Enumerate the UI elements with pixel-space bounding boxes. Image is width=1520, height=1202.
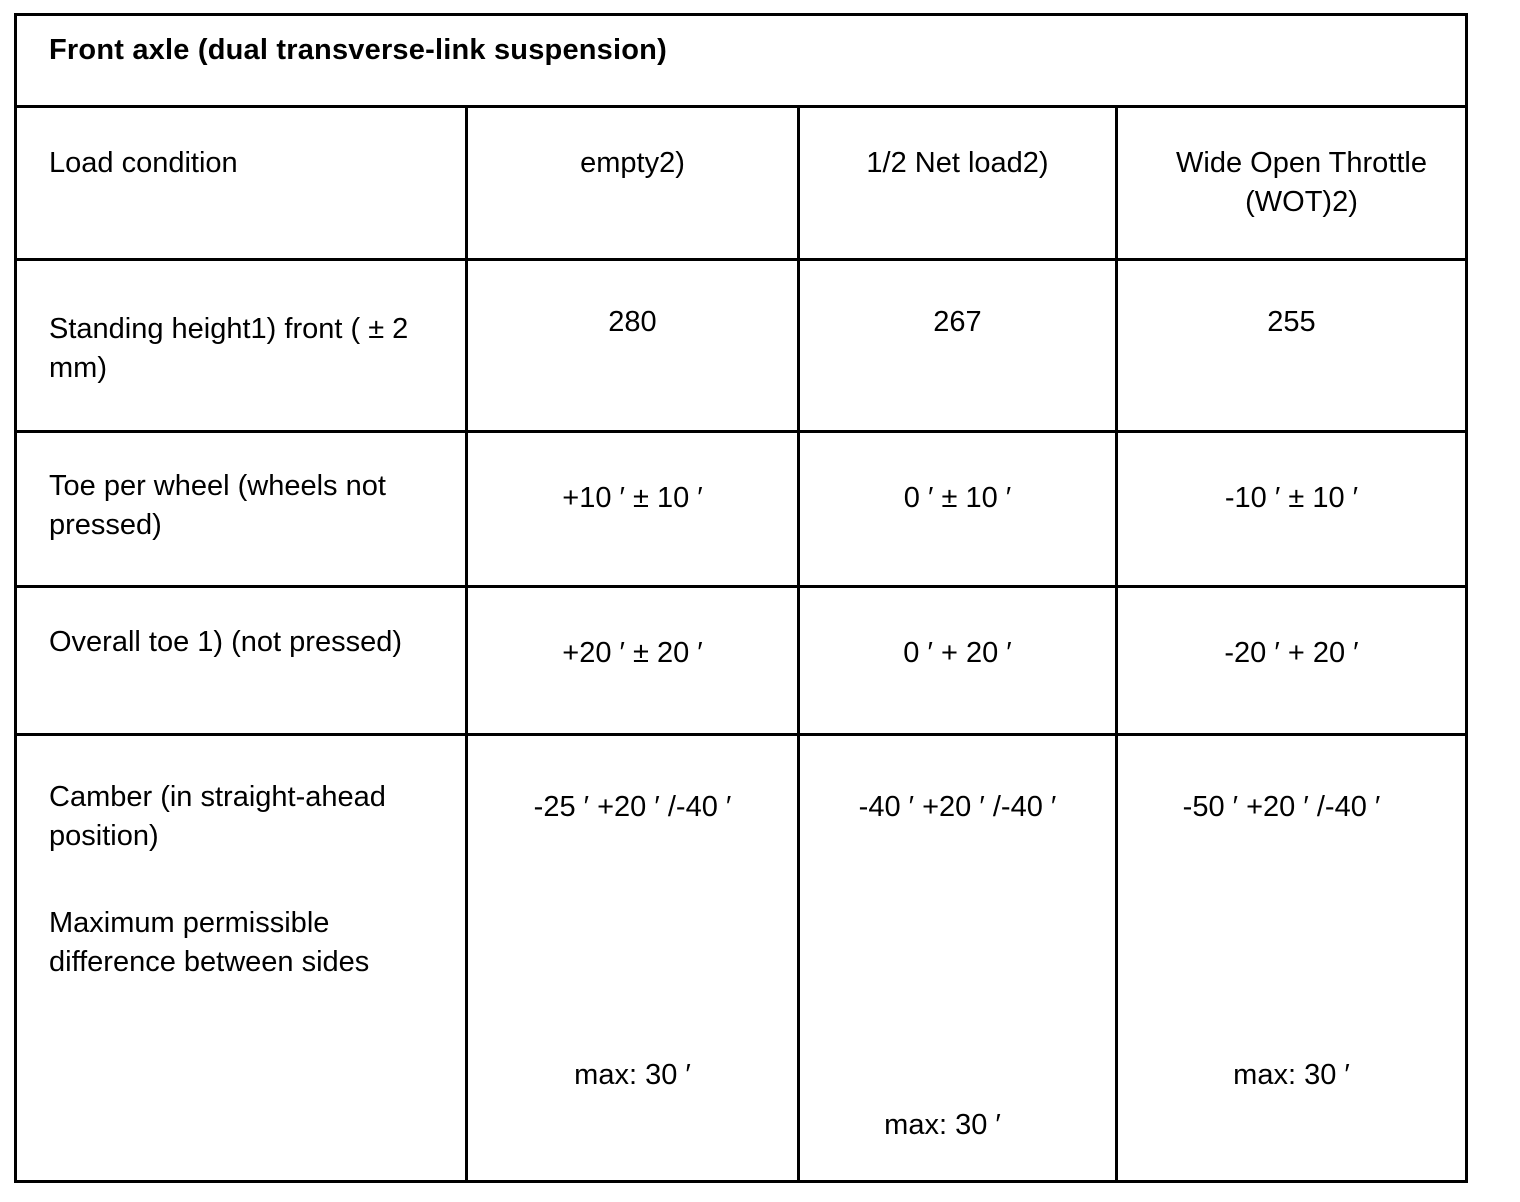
overall-toe-empty: +20 ′ ± 20 ′: [562, 637, 703, 669]
standing-height-label: Standing height1) front ( ± 2 mm): [49, 313, 409, 384]
header-label-cell: [17, 108, 465, 258]
max-difference-label: Maximum permissible difference between sides: [49, 907, 370, 978]
load-condition-label: Load condition: [49, 147, 238, 179]
value-cell: [465, 736, 797, 1180]
header-wot-cell: [1115, 108, 1465, 258]
toe-per-wheel-wot: -10 ′ ± 10 ′: [1224, 482, 1359, 514]
overall-toe-wot: -20 ′ + 20 ′: [1224, 637, 1359, 669]
camber-half-load: -40 ′ +20 ′ /-40 ′: [858, 791, 1057, 823]
table-title: Front axle (dual transverse-link suspension): [49, 34, 667, 66]
camber-wot: -50 ′ +20 ′ /-40 ′: [1182, 791, 1381, 823]
row-label-cell: [17, 261, 465, 430]
toe-per-wheel-empty: +10 ′ ± 10 ′: [562, 482, 703, 514]
row-label-cell: [17, 433, 465, 585]
row-label-cell: [17, 588, 465, 733]
toe-per-wheel-half-load: 0 ′ ± 10 ′: [903, 482, 1012, 514]
value-cell: [1115, 736, 1465, 1180]
value-cell: [797, 433, 1115, 585]
value-cell: [465, 588, 797, 733]
value-cell: [1115, 588, 1465, 733]
max-diff-empty: max: 30 ′: [574, 1059, 691, 1091]
header-empty-cell: [465, 108, 797, 258]
header-wide-open-throttle: Wide Open Throttle (WOT)2): [1176, 147, 1427, 218]
overall-toe-half-load: 0 ′ + 20 ′: [903, 637, 1012, 669]
value-cell: [1115, 433, 1465, 585]
row-label-cell: [17, 736, 465, 1180]
value-cell: [797, 261, 1115, 430]
front-axle-spec-table: [14, 13, 1468, 1183]
header-half-load-cell: [797, 108, 1115, 258]
value-cell: [1115, 261, 1465, 430]
max-diff-wot: max: 30 ′: [1233, 1059, 1350, 1091]
value-cell: [465, 261, 797, 430]
value-cell: [797, 588, 1115, 733]
table-row: [17, 588, 1465, 736]
table-title-row: [17, 16, 1465, 108]
standing-height-empty: 280: [608, 306, 657, 338]
standing-height-wot: 255: [1267, 306, 1316, 338]
table-row: [17, 736, 1465, 1180]
max-diff-half-load: max: 30 ′: [884, 1109, 1001, 1141]
value-cell: [465, 433, 797, 585]
header-half-net-load: 1/2 Net load2): [866, 147, 1049, 179]
header-row: [17, 108, 1465, 261]
overall-toe-label: Overall toe 1) (not pressed): [49, 626, 402, 658]
value-cell: [797, 736, 1115, 1180]
camber-label: Camber (in straight-ahead position): [49, 781, 386, 852]
header-empty: empty2): [580, 147, 685, 179]
standing-height-half-load: 267: [933, 306, 982, 338]
table-row: [17, 433, 1465, 588]
table-row: [17, 261, 1465, 433]
camber-empty: -25 ′ +20 ′ /-40 ′: [533, 791, 732, 823]
toe-per-wheel-label: Toe per wheel (wheels not pressed): [49, 470, 386, 541]
